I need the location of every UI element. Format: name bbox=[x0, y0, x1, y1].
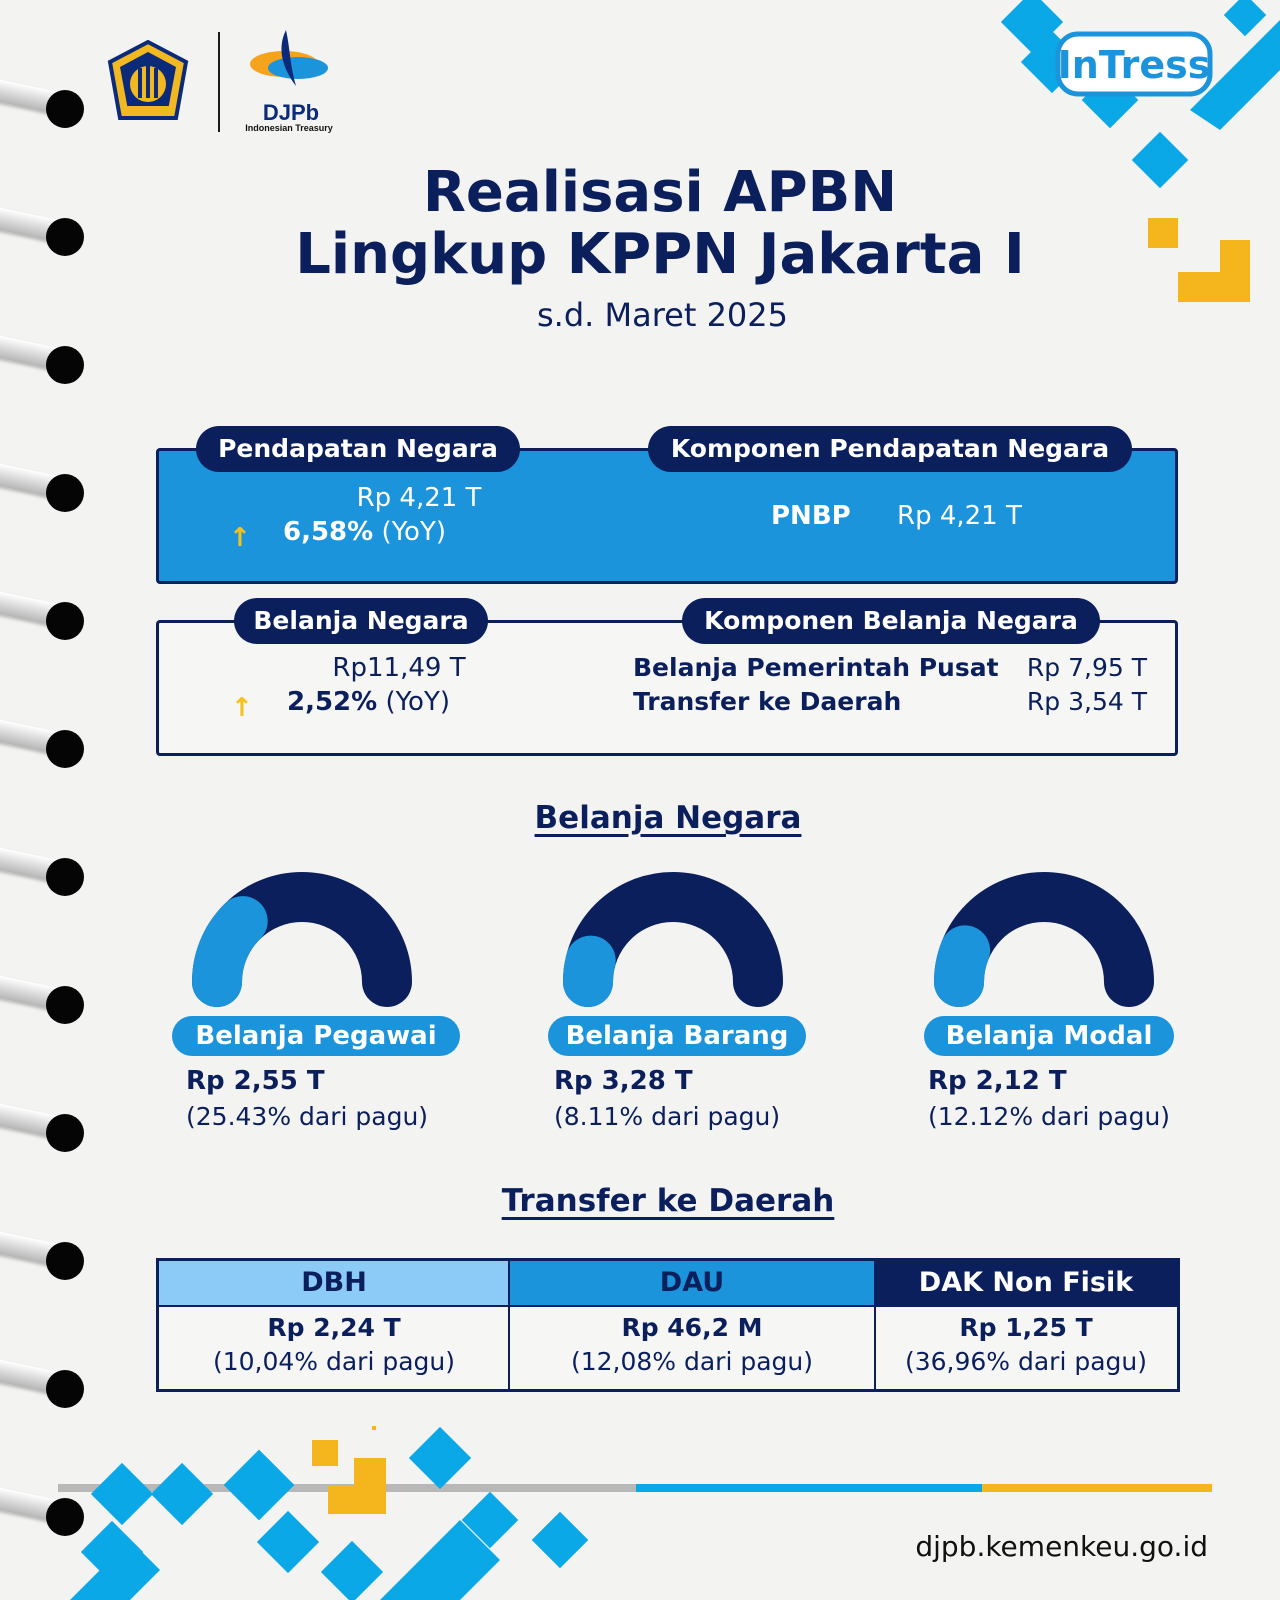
transfer-section-heading: Transfer ke Daerah bbox=[501, 1183, 835, 1219]
transfer-table bbox=[156, 1258, 1180, 1392]
table-header-dau: DAU bbox=[509, 1261, 875, 1305]
spiral-ring bbox=[0, 590, 92, 642]
spiral-ring bbox=[0, 718, 92, 770]
spiral-ring bbox=[0, 846, 92, 898]
table-header-divider bbox=[159, 1305, 1177, 1307]
gauge-belanja-barang bbox=[553, 872, 793, 1012]
belanja-modal-note: (12.12% dari pagu) bbox=[928, 1102, 1171, 1131]
kemenkeu-logo bbox=[106, 40, 190, 124]
belanja-pegawai-note: (25.43% dari pagu) bbox=[186, 1102, 429, 1131]
dak-note: (36,96% dari pagu) bbox=[904, 1347, 1148, 1376]
footer-decoration bbox=[0, 1420, 1280, 1600]
komponen-belanja-label: Transfer ke Daerah bbox=[633, 687, 902, 716]
belanja-growth-suffix: (YoY) bbox=[385, 687, 450, 717]
komponen-belanja-value: Rp 7,95 T bbox=[1026, 653, 1147, 682]
page-title-line1: Realisasi APBN bbox=[422, 160, 898, 225]
komponen-belanja-label: Belanja Pemerintah Pusat bbox=[633, 653, 999, 682]
pendapatan-value: Rp 4,21 T bbox=[356, 483, 482, 513]
spiral-ring bbox=[0, 1102, 92, 1154]
komponen-belanja-value: Rp 3,54 T bbox=[1026, 687, 1147, 716]
pnbp-label: PNBP bbox=[771, 501, 851, 531]
belanja-modal-pill: Belanja Modal bbox=[924, 1016, 1174, 1056]
table-header-dbh: DBH bbox=[159, 1261, 509, 1305]
table-header-dak: DAK Non Fisik bbox=[875, 1261, 1177, 1305]
dau-note: (12,08% dari pagu) bbox=[570, 1347, 814, 1376]
arrow-up-icon: ↑ bbox=[231, 693, 253, 723]
footer-website: djpb.kemenkeu.go.id bbox=[915, 1530, 1208, 1563]
komponen-belanja-pill: Komponen Belanja Negara bbox=[682, 598, 1100, 644]
gauge-belanja-modal bbox=[924, 872, 1164, 1012]
belanja-section-heading: Belanja Negara bbox=[534, 800, 802, 836]
dbh-value: Rp 2,24 T bbox=[267, 1313, 401, 1342]
belanja-pegawai-pill: Belanja Pegawai bbox=[172, 1016, 460, 1056]
dak-value: Rp 1,25 T bbox=[959, 1313, 1093, 1342]
pendapatan-growth-suffix: (YoY) bbox=[381, 517, 446, 547]
dbh-note: (10,04% dari pagu) bbox=[212, 1347, 456, 1376]
dau-value: Rp 46,2 M bbox=[621, 1313, 763, 1342]
intress-logo-text: InTress bbox=[1057, 43, 1211, 87]
page-title-line2: Lingkup KPPN Jakarta I bbox=[295, 222, 1025, 287]
belanja-pill: Belanja Negara bbox=[234, 598, 488, 644]
pendapatan-pill: Pendapatan Negara bbox=[196, 426, 520, 472]
spiral-ring bbox=[0, 78, 92, 130]
djpb-label: DJPb bbox=[262, 100, 320, 125]
belanja-modal-value: Rp 2,12 T bbox=[928, 1066, 1067, 1096]
belanja-barang-value: Rp 3,28 T bbox=[554, 1066, 693, 1096]
gauge-belanja-pegawai bbox=[182, 872, 422, 1012]
belanja-value: Rp11,49 T bbox=[332, 653, 466, 683]
belanja-pegawai-value: Rp 2,55 T bbox=[186, 1066, 325, 1096]
pnbp-value: Rp 4,21 T bbox=[897, 501, 1022, 531]
header-divider bbox=[218, 32, 220, 132]
spiral-ring bbox=[0, 334, 92, 386]
belanja-barang-pill: Belanja Barang bbox=[548, 1016, 806, 1056]
komponen-pendapatan-pill: Komponen Pendapatan Negara bbox=[648, 426, 1132, 472]
spiral-ring bbox=[0, 1358, 92, 1410]
spiral-ring bbox=[0, 462, 92, 514]
djpb-logo-icon bbox=[246, 30, 336, 90]
djpb-sublabel: Indonesian Treasury bbox=[245, 123, 333, 133]
belanja-barang-note: (8.11% dari pagu) bbox=[554, 1102, 781, 1131]
spiral-ring bbox=[0, 1230, 92, 1282]
page-subtitle: s.d. Maret 2025 bbox=[536, 296, 788, 334]
spiral-ring bbox=[0, 974, 92, 1026]
belanja-growth: 2,52% bbox=[287, 687, 378, 717]
arrow-up-icon: ↑ bbox=[229, 523, 251, 553]
pendapatan-growth: 6,58% bbox=[283, 517, 374, 547]
